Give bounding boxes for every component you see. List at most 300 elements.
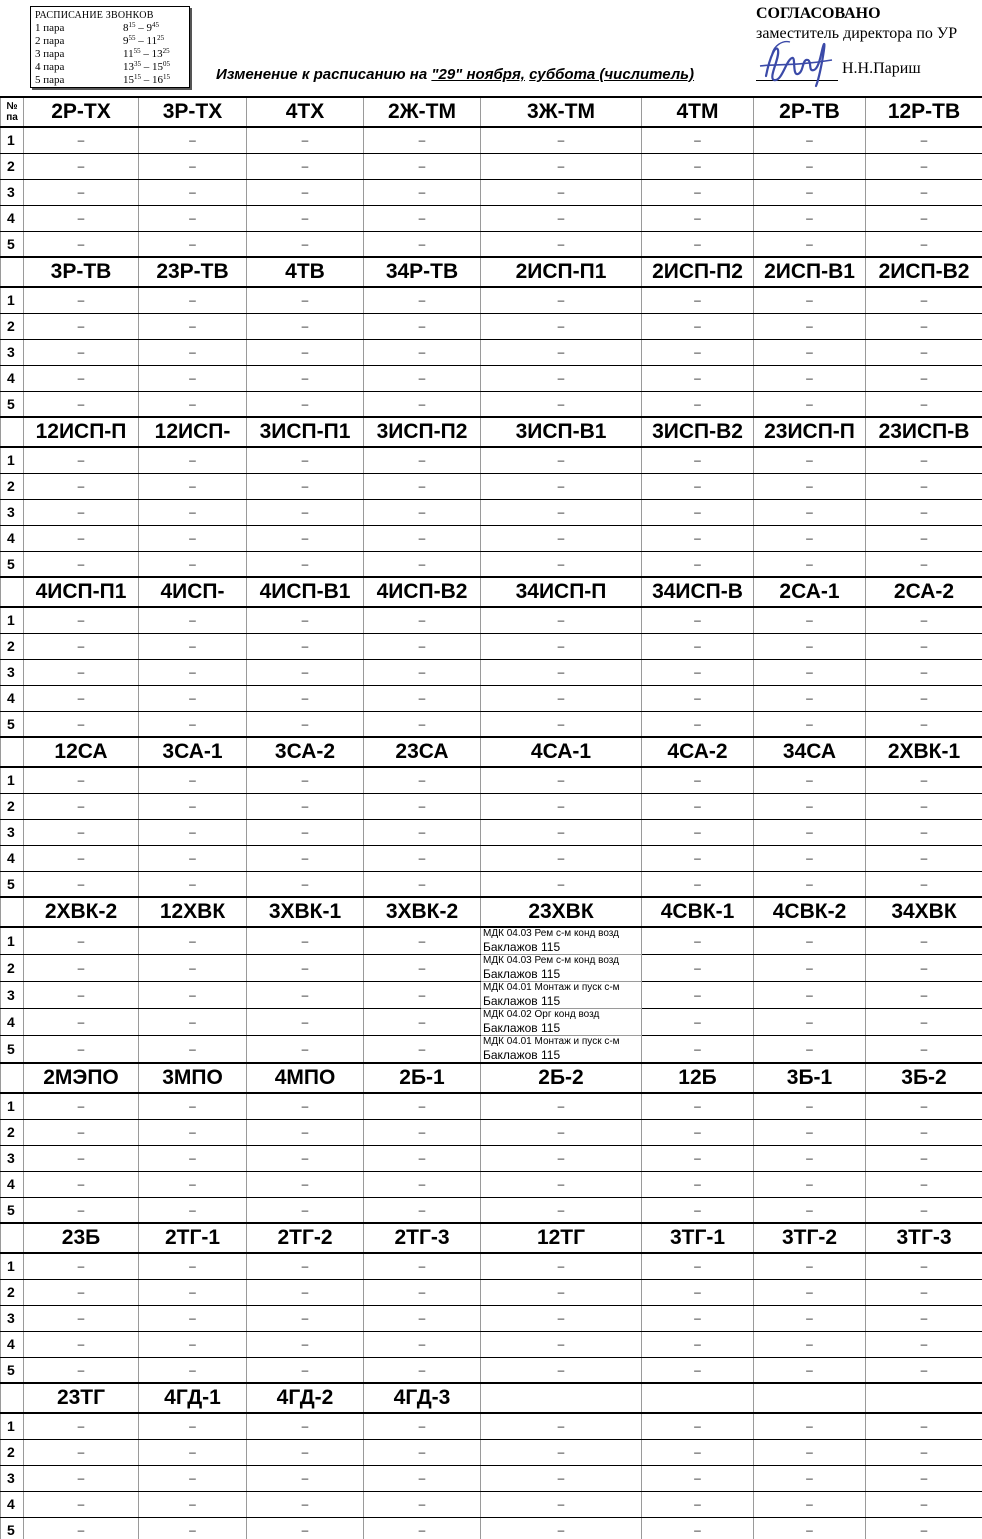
empty-lesson-cell: –: [481, 1413, 642, 1439]
empty-lesson-cell: –: [866, 447, 982, 473]
pair-number: 5: [1, 1197, 24, 1223]
pair-number: 5: [1, 391, 24, 417]
empty-lesson-cell: –: [754, 633, 866, 659]
empty-lesson-cell: –: [754, 179, 866, 205]
empty-lesson-cell: –: [642, 1009, 754, 1036]
empty-lesson-cell: –: [481, 179, 642, 205]
empty-lesson-cell: –: [754, 1197, 866, 1223]
empty-lesson-cell: –: [754, 1305, 866, 1331]
group-name: 3ИСП-В2: [642, 417, 754, 447]
pair-number: 4: [1, 1331, 24, 1357]
group-name: 4ИСП-: [139, 577, 247, 607]
empty-lesson-cell: –: [754, 525, 866, 551]
empty-lesson-cell: –: [866, 955, 982, 982]
group-name: 4СА-2: [642, 737, 754, 767]
empty-lesson-cell: –: [364, 499, 481, 525]
empty-lesson-cell: –: [642, 231, 754, 257]
group-name: 12ХВК: [139, 897, 247, 927]
bell-end-m: 25: [157, 34, 165, 42]
empty-lesson-cell: –: [139, 1171, 247, 1197]
lesson-teacher: Баклажов 115: [483, 1021, 561, 1035]
lesson-cell: [481, 982, 642, 1009]
empty-lesson-cell: –: [866, 127, 982, 153]
group-name: 3Р-ТХ: [139, 97, 247, 127]
empty-lesson-cell: –: [139, 1119, 247, 1145]
empty-lesson-cell: –: [481, 153, 642, 179]
empty-lesson-cell: –: [24, 339, 139, 365]
empty-lesson-cell: –: [247, 871, 364, 897]
empty-lesson-cell: –: [247, 391, 364, 417]
bell-separator: –: [135, 22, 147, 34]
empty-lesson-cell: –: [24, 767, 139, 793]
empty-lesson-cell: –: [364, 633, 481, 659]
empty-lesson-cell: –: [247, 1331, 364, 1357]
empty-lesson-cell: –: [24, 1119, 139, 1145]
pair-number: 3: [1, 499, 24, 525]
empty-lesson-cell: –: [642, 1305, 754, 1331]
empty-lesson-cell: –: [364, 525, 481, 551]
empty-lesson-cell: –: [481, 1305, 642, 1331]
empty-lesson-cell: –: [481, 525, 642, 551]
group-name: 2СА-1: [754, 577, 866, 607]
empty-lesson-cell: –: [139, 205, 247, 231]
empty-lesson-cell: –: [754, 1279, 866, 1305]
empty-lesson-cell: –: [139, 1036, 247, 1064]
empty-lesson-cell: –: [364, 685, 481, 711]
empty-lesson-cell: –: [866, 633, 982, 659]
empty-lesson-cell: –: [247, 1305, 364, 1331]
group-name: 4СА-1: [481, 737, 642, 767]
empty-lesson-cell: –: [754, 1119, 866, 1145]
empty-lesson-cell: –: [24, 607, 139, 633]
group-name: 3ИСП-П1: [247, 417, 364, 447]
empty-lesson-cell: –: [866, 525, 982, 551]
empty-lesson-cell: –: [139, 391, 247, 417]
empty-lesson-cell: –: [24, 313, 139, 339]
empty-lesson-cell: –: [754, 205, 866, 231]
pair-row: [1, 391, 982, 417]
empty-lesson-cell: –: [866, 1279, 982, 1305]
pair-row: [1, 231, 982, 257]
empty-lesson-cell: –: [24, 1197, 139, 1223]
empty-lesson-cell: –: [866, 365, 982, 391]
pair-number: 3: [1, 1145, 24, 1171]
empty-lesson-cell: –: [866, 659, 982, 685]
pair-number-header: № па: [1, 97, 24, 127]
pair-number: 3: [1, 179, 24, 205]
empty-lesson-cell: –: [642, 1413, 754, 1439]
pair-number: 4: [1, 845, 24, 871]
empty-lesson-cell: –: [364, 1465, 481, 1491]
bell-row: [35, 74, 185, 87]
group-name: 2ТГ-2: [247, 1223, 364, 1253]
empty-lesson-cell: –: [364, 1009, 481, 1036]
empty-lesson-cell: –: [364, 982, 481, 1009]
bell-separator: –: [141, 74, 152, 86]
empty-lesson-cell: –: [24, 982, 139, 1009]
group-name: 4ТХ: [247, 97, 364, 127]
empty-lesson-cell: –: [247, 1036, 364, 1064]
empty-lesson-cell: –: [481, 1119, 642, 1145]
group-name: 2ИСП-П1: [481, 257, 642, 287]
group-name: 12ИСП-: [139, 417, 247, 447]
bell-end-m: 15: [163, 73, 170, 81]
empty-lesson-cell: –: [481, 1093, 642, 1119]
empty-cell: [1, 897, 24, 927]
empty-lesson-cell: –: [24, 1009, 139, 1036]
pair-row: [1, 339, 982, 365]
empty-lesson-cell: –: [247, 1517, 364, 1539]
empty-lesson-cell: –: [481, 391, 642, 417]
group-header-row: [1, 417, 982, 447]
empty-lesson-cell: –: [364, 1253, 481, 1279]
pair-number: 3: [1, 659, 24, 685]
group-name: 12Р-ТВ: [866, 97, 982, 127]
pair-row: [1, 711, 982, 737]
empty-lesson-cell: –: [754, 287, 866, 313]
empty-lesson-cell: –: [642, 179, 754, 205]
pair-row: [1, 1491, 982, 1517]
empty-lesson-cell: –: [481, 447, 642, 473]
signature-icon: [756, 36, 836, 90]
empty-lesson-cell: –: [642, 685, 754, 711]
empty-lesson-cell: –: [754, 927, 866, 955]
empty-lesson-cell: –: [364, 767, 481, 793]
empty-lesson-cell: –: [642, 1093, 754, 1119]
pair-number: 2: [1, 473, 24, 499]
empty-lesson-cell: –: [24, 1036, 139, 1064]
empty-lesson-cell: –: [481, 499, 642, 525]
empty-lesson-cell: –: [642, 551, 754, 577]
empty-lesson-cell: –: [24, 711, 139, 737]
empty-lesson-cell: –: [866, 711, 982, 737]
empty-lesson-cell: –: [481, 127, 642, 153]
pair-row: [1, 287, 982, 313]
empty-lesson-cell: –: [754, 767, 866, 793]
empty-lesson-cell: –: [247, 955, 364, 982]
empty-lesson-cell: –: [754, 473, 866, 499]
pair-row: [1, 1253, 982, 1279]
lesson-teacher: Баклажов 115: [483, 967, 561, 981]
empty-lesson-cell: –: [24, 1357, 139, 1383]
empty-lesson-cell: –: [866, 551, 982, 577]
pair-row: [1, 819, 982, 845]
empty-lesson-cell: –: [247, 982, 364, 1009]
pair-row: [1, 1331, 982, 1357]
empty-lesson-cell: –: [481, 339, 642, 365]
bell-time: [123, 74, 170, 87]
group-name: 3Б-2: [866, 1063, 982, 1093]
empty-lesson-cell: –: [364, 659, 481, 685]
empty-lesson-cell: –: [139, 313, 247, 339]
empty-lesson-cell: –: [754, 1491, 866, 1517]
empty-lesson-cell: –: [642, 819, 754, 845]
empty-lesson-cell: –: [247, 1439, 364, 1465]
empty-lesson-cell: –: [247, 927, 364, 955]
empty-lesson-cell: –: [139, 1331, 247, 1357]
group-header-row: [1, 257, 982, 287]
empty-lesson-cell: –: [139, 127, 247, 153]
bell-separator: –: [141, 61, 152, 73]
empty-lesson-cell: –: [642, 127, 754, 153]
empty-lesson-cell: –: [866, 1036, 982, 1064]
group-name: 4ТВ: [247, 257, 364, 287]
empty-lesson-cell: –: [364, 127, 481, 153]
group-name: 2ИСП-П2: [642, 257, 754, 287]
empty-lesson-cell: –: [139, 1093, 247, 1119]
bell-pair-label: 5 пара: [35, 74, 65, 86]
empty-lesson-cell: –: [24, 685, 139, 711]
empty-lesson-cell: –: [139, 711, 247, 737]
empty-lesson-cell: –: [247, 127, 364, 153]
pair-row: [1, 659, 982, 685]
empty-lesson-cell: –: [481, 767, 642, 793]
empty-lesson-cell: –: [754, 313, 866, 339]
empty-lesson-cell: –: [364, 205, 481, 231]
empty-lesson-cell: –: [24, 1253, 139, 1279]
empty-lesson-cell: –: [754, 153, 866, 179]
pair-row: [1, 871, 982, 897]
pair-row: [1, 127, 982, 153]
empty-lesson-cell: –: [24, 365, 139, 391]
empty-lesson-cell: –: [139, 231, 247, 257]
pair-number: 3: [1, 982, 24, 1009]
bell-start-m: 15: [134, 73, 141, 81]
empty-lesson-cell: –: [754, 819, 866, 845]
empty-lesson-cell: –: [481, 1465, 642, 1491]
pair-row: [1, 365, 982, 391]
empty-lesson-cell: –: [247, 685, 364, 711]
empty-lesson-cell: –: [642, 1197, 754, 1223]
lesson-cell: [481, 1009, 642, 1036]
empty-lesson-cell: –: [866, 845, 982, 871]
empty-lesson-cell: –: [364, 1093, 481, 1119]
group-name: 34Р-ТВ: [364, 257, 481, 287]
empty-lesson-cell: –: [866, 1439, 982, 1465]
group-header-row: [1, 1063, 982, 1093]
empty-lesson-cell: –: [247, 287, 364, 313]
empty-lesson-cell: –: [364, 391, 481, 417]
pair-number: 1: [1, 1093, 24, 1119]
empty-lesson-cell: –: [754, 551, 866, 577]
empty-lesson-cell: –: [247, 711, 364, 737]
empty-lesson-cell: –: [642, 499, 754, 525]
group-name: 3ХВК-2: [364, 897, 481, 927]
empty-lesson-cell: –: [139, 845, 247, 871]
pair-row: [1, 525, 982, 551]
empty-lesson-cell: –: [24, 127, 139, 153]
pair-row: [1, 447, 982, 473]
lesson-subject: МДК 04.01 Монтаж и пуск с-м: [483, 1036, 620, 1047]
empty-lesson-cell: –: [364, 845, 481, 871]
empty-lesson-cell: –: [364, 1119, 481, 1145]
empty-lesson-cell: –: [139, 153, 247, 179]
empty-lesson-cell: –: [139, 499, 247, 525]
empty-lesson-cell: –: [642, 1357, 754, 1383]
empty-lesson-cell: –: [247, 339, 364, 365]
group-name: 2ТГ-3: [364, 1223, 481, 1253]
empty-lesson-cell: –: [24, 551, 139, 577]
group-name: 2ХВК-1: [866, 737, 982, 767]
pair-row: [1, 685, 982, 711]
pair-number: 1: [1, 447, 24, 473]
group-name: 23ИСП-П: [754, 417, 866, 447]
empty-lesson-cell: –: [139, 607, 247, 633]
pair-number: 3: [1, 819, 24, 845]
empty-cell: [1, 257, 24, 287]
empty-lesson-cell: –: [481, 287, 642, 313]
empty-lesson-cell: –: [139, 551, 247, 577]
pair-row: [1, 551, 982, 577]
empty-lesson-cell: –: [139, 1145, 247, 1171]
bell-separator: –: [140, 48, 152, 60]
empty-lesson-cell: –: [866, 391, 982, 417]
empty-lesson-cell: –: [24, 1145, 139, 1171]
approver-name: Н.Н.Париш: [842, 60, 921, 77]
lesson-cell: [481, 955, 642, 982]
pair-number: 4: [1, 365, 24, 391]
empty-lesson-cell: –: [866, 231, 982, 257]
empty-lesson-cell: –: [481, 1253, 642, 1279]
empty-lesson-cell: –: [642, 633, 754, 659]
empty-lesson-cell: –: [754, 793, 866, 819]
bell-pair-label: 3 пара: [35, 48, 65, 60]
empty-lesson-cell: –: [24, 1439, 139, 1465]
empty-lesson-cell: –: [24, 499, 139, 525]
group-name: 23ИСП-В: [866, 417, 982, 447]
empty-lesson-cell: –: [481, 365, 642, 391]
empty-lesson-cell: –: [24, 231, 139, 257]
pair-row: [1, 1036, 982, 1064]
empty-lesson-cell: –: [642, 1036, 754, 1064]
empty-lesson-cell: –: [139, 1465, 247, 1491]
empty-lesson-cell: –: [754, 711, 866, 737]
empty-lesson-cell: –: [364, 179, 481, 205]
group-header-row: [1, 97, 982, 127]
group-name: 2ХВК-2: [24, 897, 139, 927]
empty-lesson-cell: –: [754, 365, 866, 391]
bell-end-h: 9: [146, 22, 152, 34]
pair-row: [1, 1119, 982, 1145]
empty-lesson-cell: –: [364, 1357, 481, 1383]
empty-lesson-cell: –: [642, 525, 754, 551]
empty-lesson-cell: –: [481, 473, 642, 499]
pair-row: [1, 313, 982, 339]
empty-lesson-cell: –: [642, 871, 754, 897]
pair-number: 2: [1, 153, 24, 179]
pair-number: 1: [1, 1413, 24, 1439]
empty-lesson-cell: –: [642, 205, 754, 231]
empty-lesson-cell: –: [247, 231, 364, 257]
empty-lesson-cell: –: [866, 313, 982, 339]
empty-lesson-cell: –: [866, 793, 982, 819]
empty-lesson-cell: –: [247, 205, 364, 231]
empty-lesson-cell: –: [139, 1357, 247, 1383]
pair-number: 2: [1, 1439, 24, 1465]
empty-lesson-cell: –: [364, 153, 481, 179]
approval-position: заместитель директора по УР: [756, 25, 958, 42]
empty-lesson-cell: –: [642, 767, 754, 793]
empty-lesson-cell: –: [866, 1119, 982, 1145]
empty-lesson-cell: –: [866, 1465, 982, 1491]
empty-lesson-cell: –: [754, 607, 866, 633]
empty-lesson-cell: –: [481, 793, 642, 819]
bell-start-m: 15: [128, 21, 136, 29]
group-name: 3Р-ТВ: [24, 257, 139, 287]
bell-start-h: 13: [123, 61, 134, 73]
bell-start-m: 55: [128, 34, 136, 42]
empty-lesson-cell: –: [139, 982, 247, 1009]
empty-lesson-cell: –: [481, 1357, 642, 1383]
pair-number: 5: [1, 871, 24, 897]
empty-lesson-cell: –: [139, 793, 247, 819]
group-name: 34ИСП-В: [642, 577, 754, 607]
empty-lesson-cell: –: [139, 287, 247, 313]
empty-lesson-cell: –: [642, 845, 754, 871]
empty-lesson-cell: –: [481, 685, 642, 711]
empty-lesson-cell: –: [139, 365, 247, 391]
empty-lesson-cell: –: [247, 1119, 364, 1145]
empty-lesson-cell: –: [481, 819, 642, 845]
empty-lesson-cell: –: [24, 1517, 139, 1539]
empty-lesson-cell: –: [247, 551, 364, 577]
group-header-row: [1, 577, 982, 607]
empty-lesson-cell: –: [247, 633, 364, 659]
group-name: 2Ж-ТМ: [364, 97, 481, 127]
empty-lesson-cell: –: [247, 313, 364, 339]
empty-lesson-cell: –: [364, 819, 481, 845]
pair-number: 2: [1, 313, 24, 339]
empty-lesson-cell: –: [866, 1305, 982, 1331]
group-name: 3ХВК-1: [247, 897, 364, 927]
group-name: 4ГД-2: [247, 1383, 364, 1413]
empty-lesson-cell: –: [754, 1093, 866, 1119]
group-name: 3Б-1: [754, 1063, 866, 1093]
group-name: 2СА-2: [866, 577, 982, 607]
pair-row: [1, 179, 982, 205]
group-name: 34СА: [754, 737, 866, 767]
empty-lesson-cell: –: [642, 1465, 754, 1491]
empty-lesson-cell: –: [481, 711, 642, 737]
pair-row: [1, 955, 982, 982]
pair-row: [1, 1279, 982, 1305]
empty-lesson-cell: –: [481, 1517, 642, 1539]
bell-start-h: 11: [123, 48, 134, 60]
empty-lesson-cell: –: [481, 205, 642, 231]
empty-lesson-cell: –: [24, 633, 139, 659]
lesson-subject: МДК 04.03 Рем с-м конд возд: [483, 955, 619, 966]
pair-number: 4: [1, 1009, 24, 1036]
group-name: 34ХВК: [866, 897, 982, 927]
empty-lesson-cell: –: [24, 1331, 139, 1357]
bell-pair-label: 2 пара: [35, 35, 65, 47]
pair-row: [1, 1009, 982, 1036]
bell-separator: –: [135, 35, 147, 47]
pair-number: 2: [1, 793, 24, 819]
empty-lesson-cell: –: [247, 819, 364, 845]
pair-row: [1, 1197, 982, 1223]
empty-lesson-cell: –: [754, 955, 866, 982]
empty-lesson-cell: –: [364, 1279, 481, 1305]
group-name: [481, 1383, 642, 1413]
empty-lesson-cell: –: [642, 1279, 754, 1305]
empty-lesson-cell: –: [139, 659, 247, 685]
empty-lesson-cell: –: [139, 1279, 247, 1305]
group-name: 3ИСП-П2: [364, 417, 481, 447]
group-name: 2Б-2: [481, 1063, 642, 1093]
empty-lesson-cell: –: [139, 871, 247, 897]
bell-end-m: 45: [152, 21, 159, 29]
